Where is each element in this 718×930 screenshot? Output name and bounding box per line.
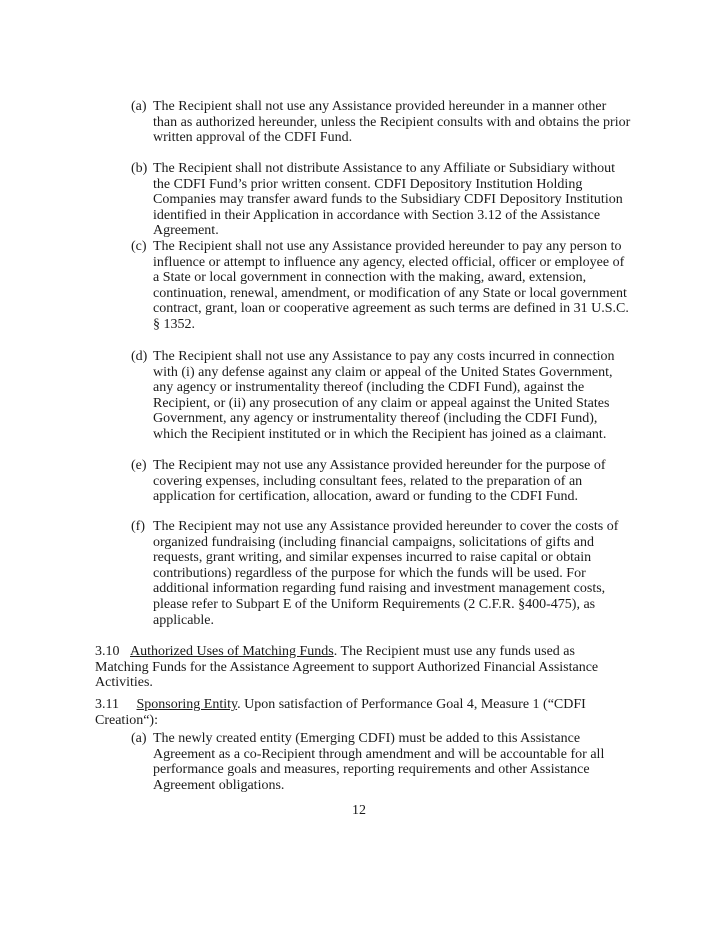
clause-d [131, 349, 631, 443]
section-3-11-clause-a [131, 731, 631, 793]
section-3-10-number: 3.10 [95, 644, 120, 659]
section-3-10 [95, 644, 630, 691]
clause-c-label: (c) [131, 239, 147, 254]
clause-b [131, 161, 631, 239]
clause-b-text: The Recipient shall not distribute Assistance to any Affiliate or Subsidiary without the CDFI Fund’s prior written consent. CDFI Depository Institution Holding Companies may transfer award funds to the Subsidiary CDFI Depository Institution identified in their Application in accordance with Section 3.12 of the Assistance Agreement. [153, 161, 623, 239]
section-3-11-clause-a-label: (a) [131, 731, 147, 746]
clause-e-text: The Recipient may not use any Assistance provided hereunder for the purpose of covering expenses, including consultant fees, related to the preparation of an application for certification, allocation, award or funding to the CDFI Fund. [153, 458, 606, 505]
section-3-11-clause-a-text: The newly created entity (Emerging CDFI) must be added to this Assistance Agreement as a co-Recipient through amendment and will be accountable for all performance goals and measures, reporting requirements and other Assistance Agreement obligations. [153, 731, 605, 793]
page-number: 12 [352, 803, 366, 818]
clause-a [131, 99, 631, 146]
section-3-10-body: . The Recipient must use any funds used as Matching Funds for the Assistance Agreement to support Authorized Financial Assistance Activities. [95, 644, 599, 691]
clause-d-label: (d) [131, 349, 148, 364]
clause-a-text: The Recipient shall not use any Assistance provided hereunder in a manner other than as authorized hereunder, unless the Recipient consults with and obtains the prior written approval of the CDFI Fund. [153, 99, 631, 146]
section-3-11-number: 3.11 [95, 697, 119, 712]
clause-b-label: (b) [131, 161, 148, 176]
section-3-11-heading: Sponsoring Entity [136, 697, 238, 712]
clause-a-label: (a) [131, 99, 147, 114]
section-3-11-body: . Upon satisfaction of Performance Goal 4, Measure 1 (“CDFI Creation“): [95, 697, 586, 728]
clause-c [131, 239, 631, 333]
section-3-10-heading: Authorized Uses of Matching Funds [130, 644, 334, 659]
clause-d-text: The Recipient shall not use any Assistance to pay any costs incurred in connection with (i) any defense against any claim or appeal of the United States Government, any agency or instrumentality thereof (including the CDFI Fund), against the Recipient, or (ii) any prosecution of any claim or appeal against the United States Government, any agency or instrumentality thereof (including the CDFI Fund), which the Recipient instituted or in which the Recipient has joined as a claimant. [153, 349, 615, 442]
clause-f-text: The Recipient may not use any Assistance provided hereunder to cover the costs of organized fundraising (including financial campaigns, solicitations of gifts and requests, grant writing, and similar expenses incurred to raise capital or obtain contributions) regardless of the purpose for which the funds will be used. For additional information regarding fund raising and investment management costs, please refer to Subpart E of the Uniform Requirements (2 C.F.R. §400-475), as applicable. [153, 519, 619, 628]
clause-c-text: The Recipient shall not use any Assistance provided hereunder to pay any person to influence or attempt to influence any agency, elected official, officer or employee of a State or local government in connection with the making, award, extension, continuation, renewal, amendment, or modification of any State or local government contract, grant, loan or cooperative agreement as such terms are defined in 31 U.S.C. § 1352. [153, 239, 629, 332]
clause-f [131, 519, 631, 628]
section-3-11 [95, 697, 630, 728]
clause-e-label: (e) [131, 458, 147, 473]
clause-f-label: (f) [131, 519, 145, 534]
clause-e [131, 458, 631, 505]
